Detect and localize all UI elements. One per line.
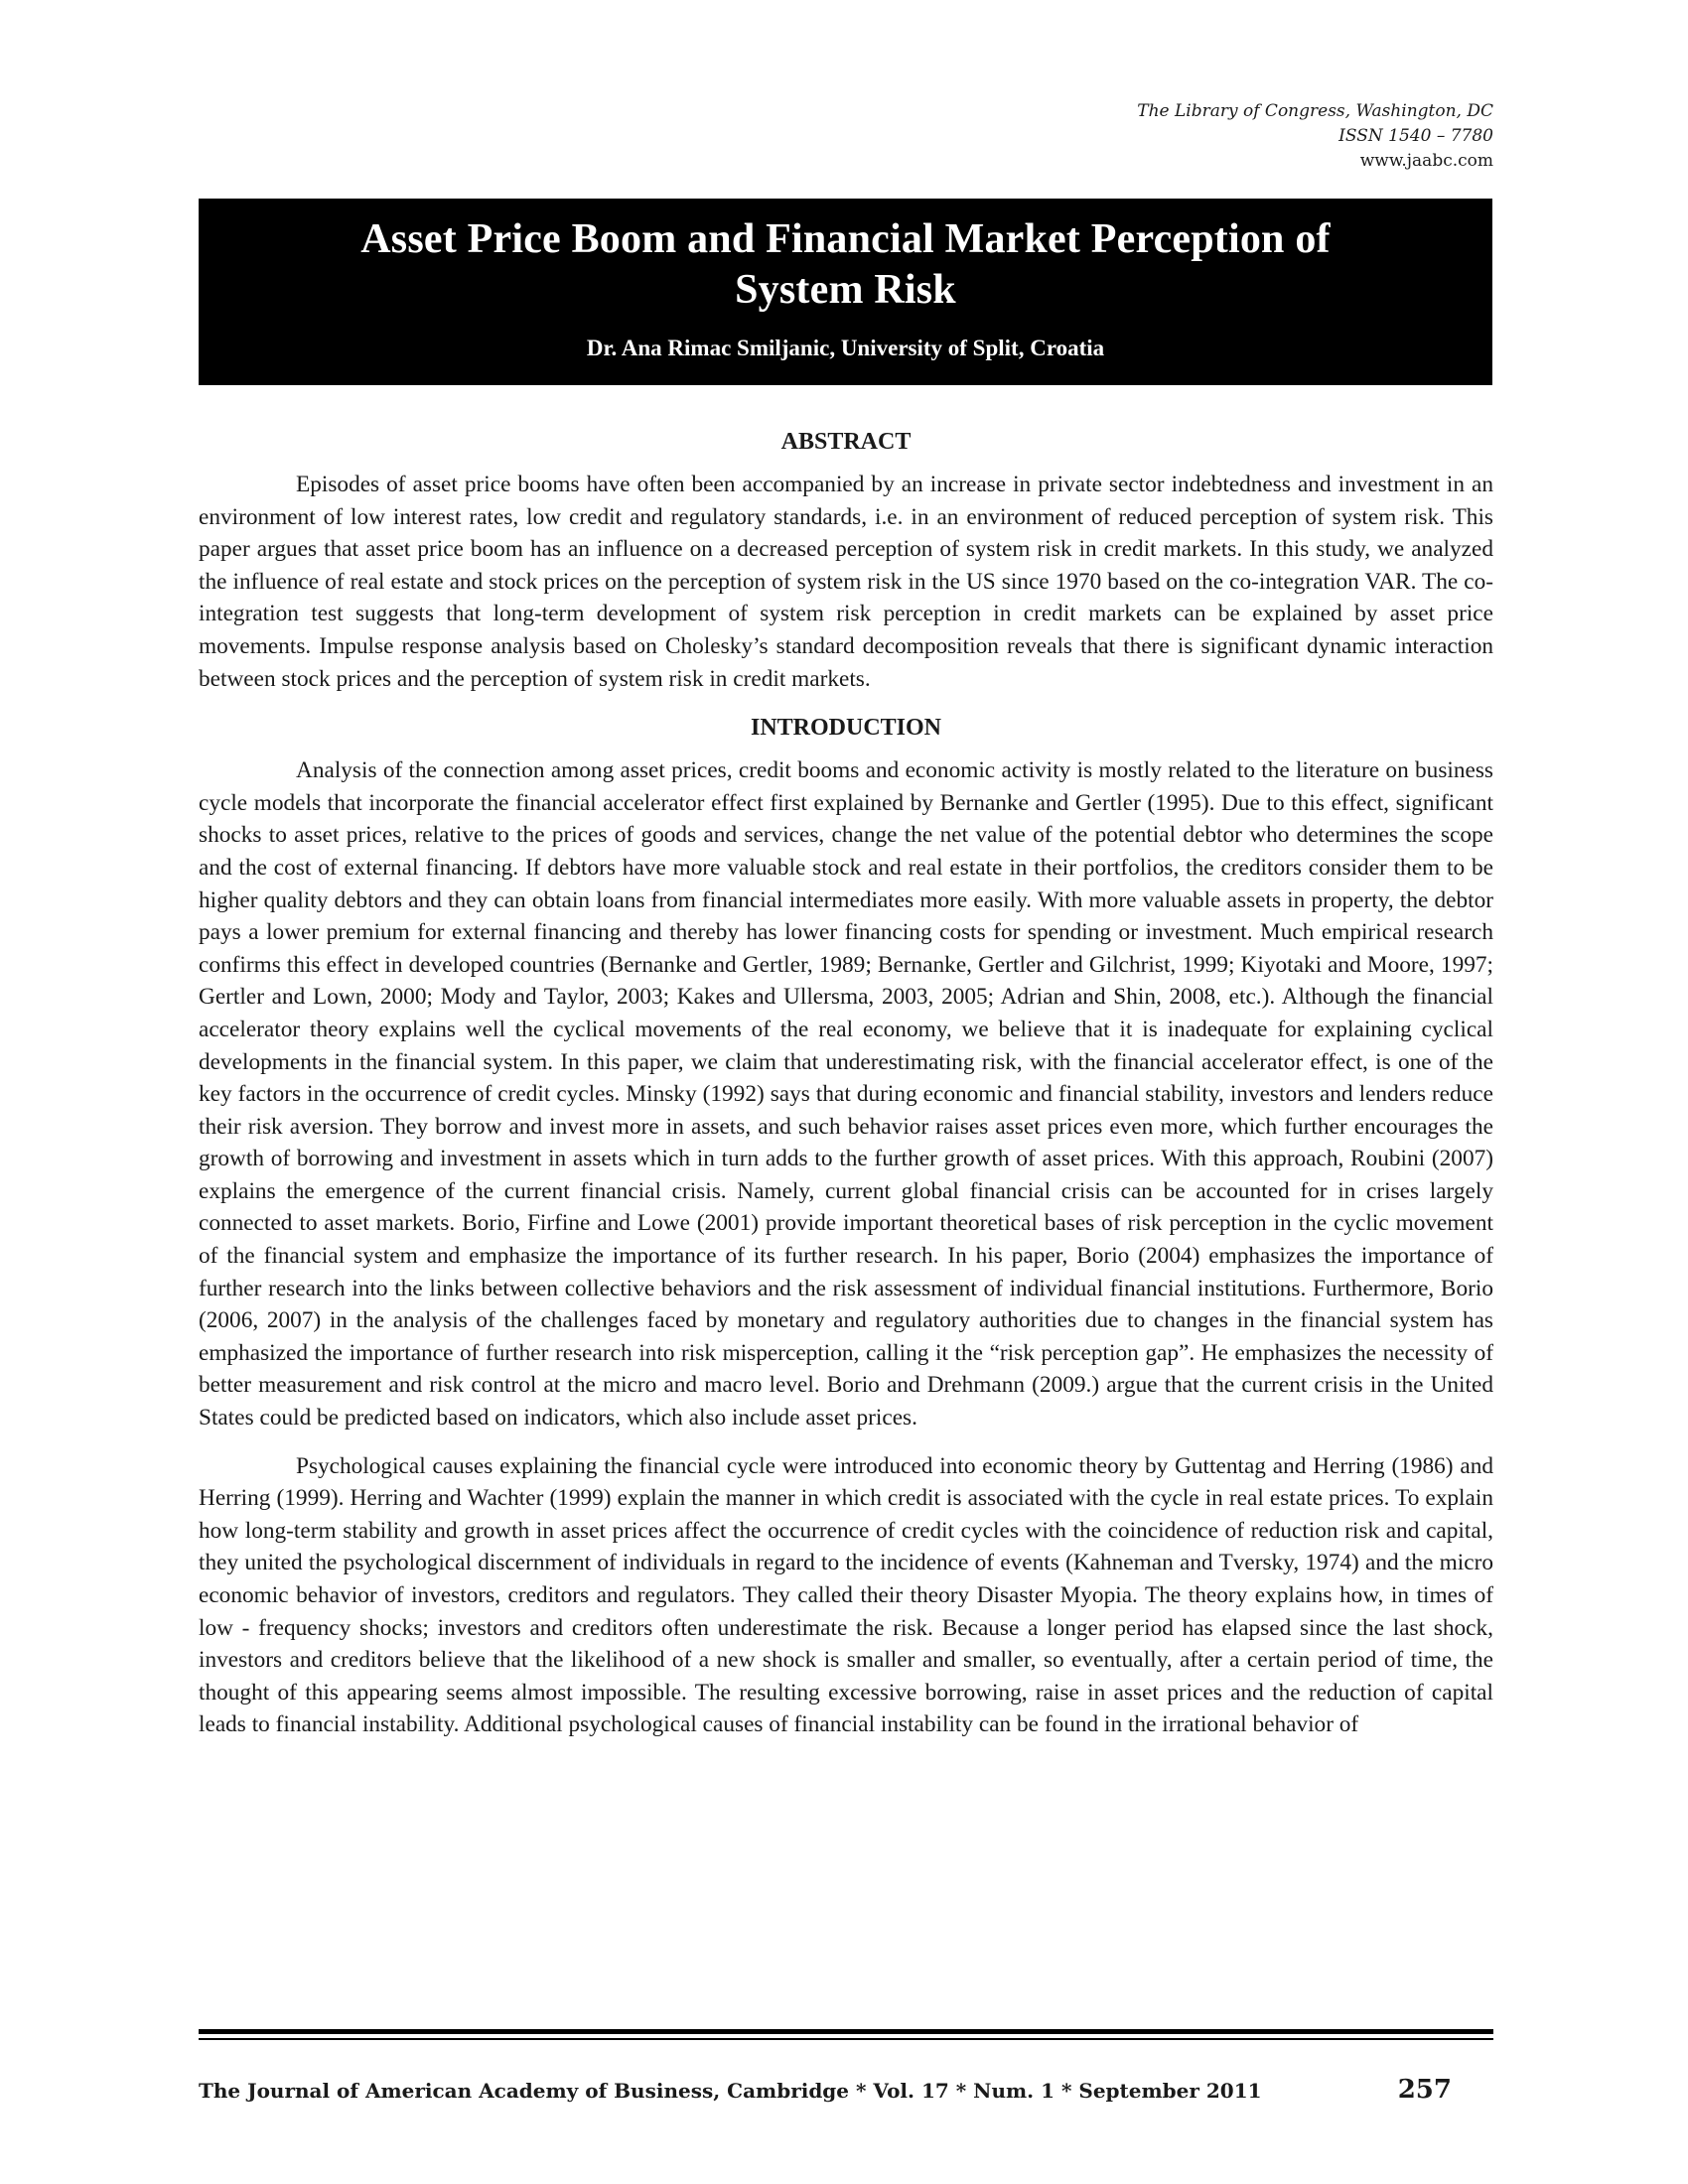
footer-rule-thin bbox=[199, 2038, 1493, 2040]
introduction-heading: INTRODUCTION bbox=[750, 715, 942, 742]
intro-paragraph-1: Analysis of the connection among asset prices, credit booms and economic activity is mostly related to the literature on business cycle models that incorporate the financial accelerator effect first explained by Bernanke and Gertler (1995). Due to this effect, significant shocks to asset prices, relative to the prices of goods and services, change the net value of the potential debtor who determines the scope and the cost of external financing. If debtors have more valuable stock and real estate in their portfolios, the creditors consider them to be higher quality debtors and they can obtain loans from financial intermediates more easily. With more valuable assets in property, the debtor pays a lower premium for external financing and thereby has lower financing costs for spending or investment. Much empirical research confirms this effect in developed countries (Bernanke and Gertler, 1989; Bernanke, Gertler and Gilchrist, 1999; Kiyotaki and Moore, 1997; Gertler and Lown, 2000; Mody and Taylor, 2003; Kakes and Ullersma, 2003, 2005; Adrian and Shin, 2008, etc.). Although the financial accelerator theory explains well the cyclical movements of the real economy, we believe that it is inadequate for explaining cyclical developments in the financial system. In this paper, we claim that underestimating risk, with the financial accelerator effect, is one of the key factors in the occurrence of credit cycles. Minsky (1992) says that during economic and financial stability, investors and lenders reduce their risk aversion. They borrow and invest more in assets, and such behavior raises asset prices even more, which further encourages the growth of borrowing and investment in assets which in turn adds to the further growth of asset prices. With this approach, Roubini (2007) explains the emergence of the current financial crisis. Namely, current global financial crisis can be accounted for in crises largely connected to asset markets. Borio, Firfine and Lowe (2001) provide important theoretical bases of risk perception in the cyclic movement of the financial system and emphasize the importance of its further research. In his paper, Borio (2004) emphasizes the importance of further research into the links between collective behaviors and the risk assessment of individual financial institutions. Furthermore, Borio (2006, 2007) in the analysis of the challenges faced by monetary and regulatory authorities due to changes in the financial system has emphasized the importance of further research into risk misperception, calling it the “risk perception gap”. He emphasizes the necessity of better measurement and risk control at the micro and macro level. Borio and Drehmann (2009.) argue that the current crisis in the United States could be predicted based on indicators, which also include asset prices. bbox=[199, 757, 1493, 1432]
library-line: The Library of Congress, Washington, DC bbox=[1137, 101, 1493, 121]
journal-citation: The Journal of American Academy of Business, Cambridge * Vol. 17 * Num. 1 * September 2011 bbox=[199, 2079, 1262, 2103]
title-banner bbox=[199, 199, 1492, 385]
library-header bbox=[1137, 99, 1493, 174]
issn-line: ISSN 1540 – 7780 bbox=[1338, 126, 1493, 146]
author-line: Dr. Ana Rimac Smiljanic, University of Split, Croatia bbox=[586, 336, 1105, 360]
intro-paragraph-2: Psychological causes explaining the financial cycle were introduced into economic theory by Guttentag and Herring (1986) and Herring (1999). Herring and Wachter (1999) explain the manner in which credit is associated with the cycle in real estate prices. To explain how long-term stability and growth in asset prices affect the occurrence of credit cycles with the coincidence of reduction risk and capital, they united the psychological discernment of individuals in regard to the incidence of events (Kahneman and Tversky, 1974) and the micro economic behavior of investors, creditors and regulators. They called their theory Disaster Myopia. The theory explains how, in times of low - frequency shocks; investors and creditors often underestimate the risk. Because a longer period has elapsed since the last shock, investors and creditors believe that the likelihood of a new shock is smaller and smaller, so eventually, after a certain period of time, the thought of this appearing seems almost impossible. The resulting excessive borrowing, raise in asset prices and the reduction of capital leads to financial instability. Additional psychological causes of financial instability can be found in the irrational behavior of bbox=[199, 1452, 1493, 1738]
paper-title: Asset Price Boom and Financial Market Perception of System Risk bbox=[360, 216, 1331, 313]
abstract-text: Episodes of asset price booms have often been accompanied by an increase in private sector indebtedness and investment in an environment of low interest rates, low credit and regulatory standards, i.e. in an environment of reduced perception of system risk. This paper argues that asset price boom has an influence on a decreased perception of system risk in credit markets. In this study, we analyzed the influence of real estate and stock prices on the perception of system risk in the US since 1970 based on the co-integration VAR. The co-integration test suggests that long-term development of system risk perception in credit markets can be explained by asset price movements. Impulse response analysis based on Cholesky’s standard decomposition reveals that there is significant dynamic interaction between stock prices and the perception of system risk in credit markets. bbox=[199, 472, 1493, 692]
website-line: www.jaabc.com bbox=[1359, 151, 1493, 171]
paper-body bbox=[199, 417, 1493, 1741]
page-footer bbox=[199, 2075, 1493, 2115]
footer-rule-thick bbox=[199, 2029, 1493, 2034]
page-number: 257 bbox=[1397, 2075, 1452, 2105]
abstract-heading: ABSTRACT bbox=[780, 429, 912, 455]
